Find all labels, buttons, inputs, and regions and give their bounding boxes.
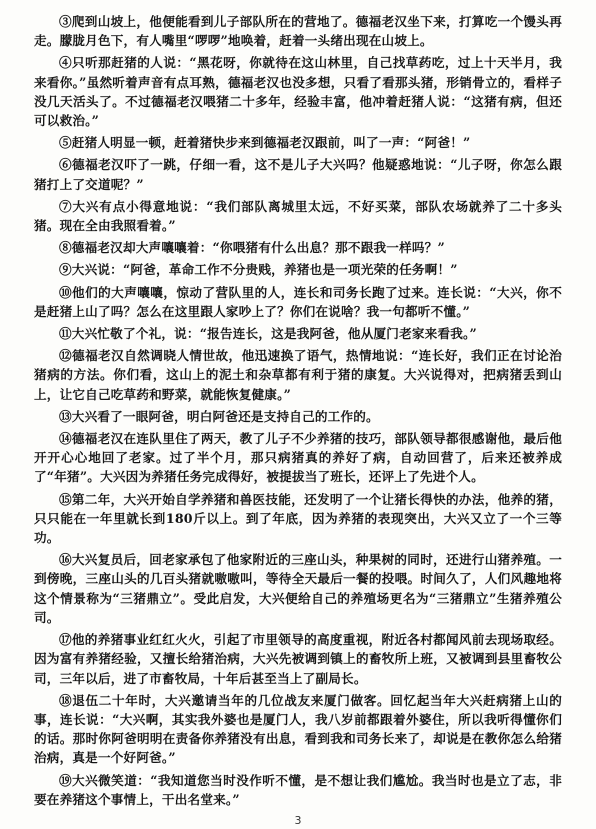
paragraph-16: ⑯大兴复员后，回老家承包了他家附近的三座山头，种果树的同时，还进行山猪养殖。一到傍晚，三座山头的几百头猪就嗷嗷叫，等待全天最后一餐的投喂。时间久了，人们风趣地将这个情景称为“三猪鼎立”。受此启发，大兴便给自己的养殖场更名为“三猪鼎立”生猪养殖公司。 [34, 552, 562, 625]
paragraph-3: ③爬到山坡上，他便能看到儿子部队所在的营地了。德福老汉坐下来，打算吃一个馒头再走。朦胧月色下，有人嘴里“啰啰”地唤着，赶着一头绪出现在山坡上。 [34, 14, 562, 49]
paragraph-17: ⑰他的养猪事业红红火火，引起了市里领导的高度重视，附近各村都闻风前去现场取经。因为富有养猪经验，又擅长给猪治病，大兴先被调到镇上的畜牧所上班，又被调到县里畜牧公司，三年以后，进了市畜牧局，十年后甚至当上了副局长。 [34, 632, 562, 686]
paragraph-11: ⑪大兴忙敬了个礼，说：“报告连长，这是我阿爸，他从厦门老家来看我。” [59, 326, 477, 342]
paragraph-4: ④只听那赶猪的人说：“黑花呀，你就待在这山林里，自己找草药吃，过上十天半月，我来看你。”虽然听着声音有点耳熟，德福老汉也没多想，只看了看那头猪，形销骨立的，看样子没几天活头了。不过德福老汉喂猪二十多年，经验丰富，他冲着赶猪人说：“这猪有病，但还可以救治。” [34, 55, 562, 129]
paragraph-13: ⑬大兴看了一眼阿爸，明白阿爸还是支持自己的工作的。 [59, 408, 379, 424]
paragraph-12: ⑫德福老汉自然调晓人情世故，他迅速换了语气，热情地说：“连长好，我们正在讨论治猪病的方法。你们看，这山上的泥土和杂草都有利于猪的康复。大兴说得对，把病猪丢到山上，让它自己吃草药和野菜，就能恢复健康。” [34, 348, 562, 402]
paragraph-15: ⑮第二年，大兴开始自学养猪和兽医技能，还发明了一个让猪长得快的办法，他养的猪，只只能在一年里就长到180斤以上。到了年底，因为养猪的表现突出，大兴又立了一个三等功。 [34, 491, 562, 546]
paragraph-6: ⑥德福老汉吓了一跳，仔细一看，这不是儿子大兴吗？他疑惑地说：“儿子呀，你怎么跟猪打上了交道呢？” [34, 157, 562, 192]
paragraph-8: ⑧德福老汉却大声嚷嚷着：“你喂猪有什么出息？那不跟我一样吗？” [59, 240, 445, 256]
page-number: 3 [294, 814, 302, 827]
paragraph-7: ⑦大兴有点小得意地说：“我们部队离城里太远，不好买菜，部队农场就养了二十多头猪。现在全由我照看着。” [34, 198, 562, 234]
paragraph-18: ⑱退伍二十年时，大兴邀请当年的几位战友来厦门做客。回忆起当年大兴赶病猪上山的事，连长说：“大兴啊，其实我外婆也是厦门人，我八岁前都跟着外婆住，所以我听得懂你们的话。那时你阿爸明明在责备你养猪没有出息，看到我和司务长来了，却说是在教你怎么给猪治病，真是一个好阿爸。” [34, 692, 562, 766]
paragraph-10: ⑩他们的大声嚷嚷，惊动了营队里的人，连长和司务长跑了过来。连长说：“大兴，你不是赶猪上山了吗？怎么在这里跟人家吵上了？你们在说啥？我一句都听不懂。” [34, 284, 562, 319]
paragraph-9: ⑨大兴说：“阿爸，革命工作不分贵贱，养猪也是一项光荣的任务啊！” [59, 262, 458, 278]
paragraph-14: ⑭德福老汉在连队里住了两天，教了儿子不少养猪的技巧，部队领导都很感谢他，最后他开开心心地回了老家。过了半个月，那只病猪真的养好了病，自动回营了，后来还被养成了“年猪”。大兴因为养猪任务完成得好，被提拔当了班长，还评上了先进个人。 [34, 431, 562, 485]
paragraph-5: ⑤赶猪人明显一顿，赶着猪快步来到德福老汉跟前，叫了一声：“阿爸！” [59, 135, 471, 151]
paragraph-19: ⑲大兴微笑道：“我知道您当时没作听不懂，是不想让我们尴尬。我当时也是立了志，非要在养猪这个事情上，干出名堂来。” [34, 772, 562, 807]
